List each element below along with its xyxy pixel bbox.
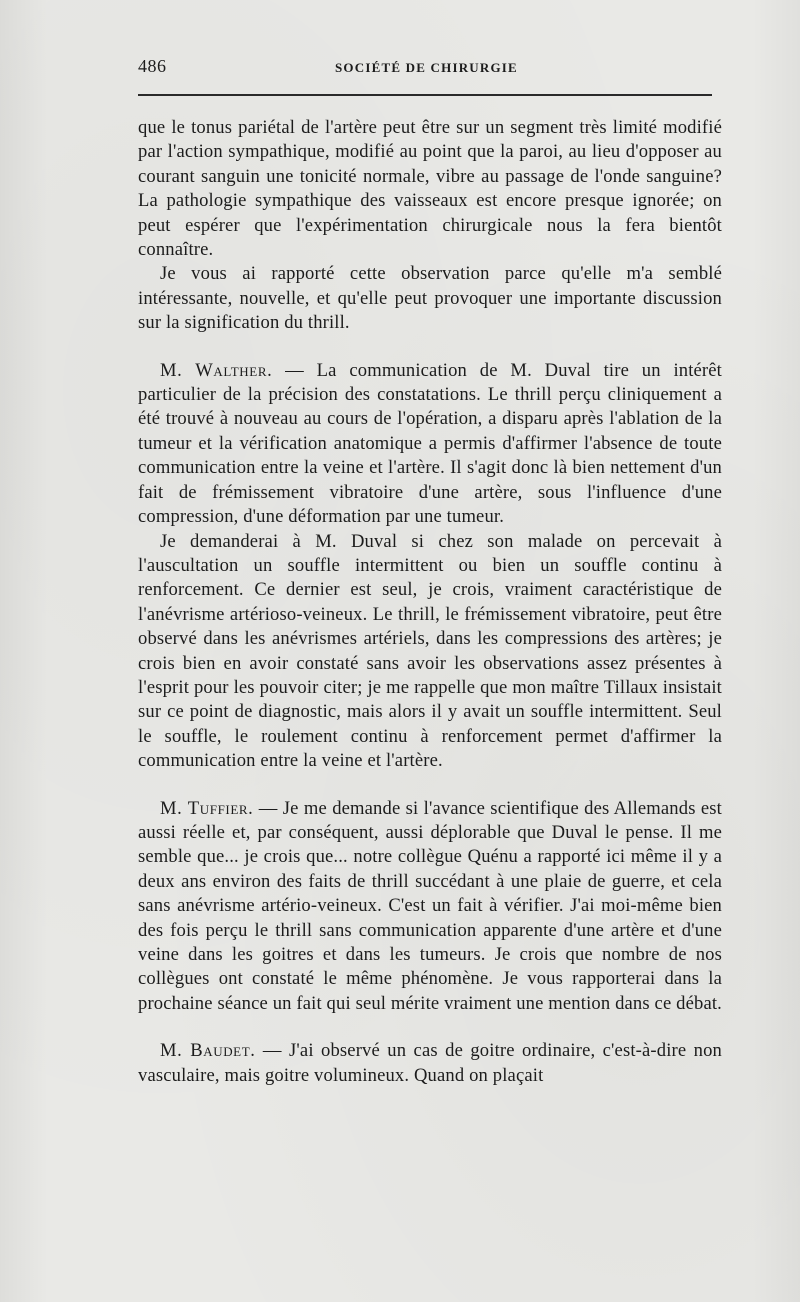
paragraph-text: — Je me demande si l'avance scientifique des Allemands est aussi réelle et, par conséquent, aussi déplorable que Duval le pense. Il me semble que... je crois que... notre collègue Quénu a rapporté ici même il y a deux ans environ des faits de thrill succédant à une plaie de guerre, et cela sans anévrisme artério-veineux. C'est un fait à vérifier. J'ai moi-même bien des fois perçu le thrill sans communication apparente d'une artère et d'une veine dans les goitres et dans les tumeurs. Je crois que nombre de nos collègues ont constaté le même phénomène. Je vous rapporterai dans la prochaine séance un fait qui seul mérite vraiment une mention dans ce débat. xyxy=(138,797,722,1014)
page-number: 486 xyxy=(138,56,167,76)
paragraph xyxy=(138,530,722,774)
paragraph-text: que le tonus pariétal de l'artère peut être sur un segment très limité modifié par l'action sympathique, modifié au point que la paroi, au lieu d'opposer au courant sanguin une tonicité normale, vibre au passage de l'onde sanguine? La pathologie sympathique des vaisseaux est encore presque ignorée; on peut espérer que l'expérimentation chirurgicale nous la fera bientôt connaître. xyxy=(138,117,722,261)
paragraph-text: — J'ai observé un cas de goitre ordinaire, c'est-à-dire non vasculaire, mais goitre volumineux. Quand on plaçait xyxy=(138,1040,722,1086)
speaker-paragraph-walther xyxy=(138,359,722,530)
journal-title: SOCIÉTÉ DE CHIRURGIE xyxy=(335,60,518,75)
paragraph xyxy=(138,262,722,335)
speaker-name: M. Walther. xyxy=(160,359,273,381)
speaker-name: M. Tuffier. xyxy=(160,797,254,819)
running-head xyxy=(138,56,726,82)
paragraph-text: Je vous ai rapporté cette observation parce qu'elle m'a semblé intéressante, nouvelle, et qu'elle peut provoquer une importante discussion sur la signification du thrill. xyxy=(138,263,722,334)
speaker-paragraph-tuffier xyxy=(138,797,722,1017)
speaker-name: M. Baudet. xyxy=(160,1040,256,1062)
speaker-paragraph-baudet xyxy=(138,1039,722,1088)
paragraph-text: Je demanderai à M. Duval si chez son malade on percevait à l'auscultation un souffle intermittent ou bien un souffle continu à renforcement. Ce dernier est seul, je crois, vraiment caractéristique de l'anévrisme artérioso-veineux. Le thrill, le frémissement vibratoire, peut être observé dans les anévrismes artériels, dans les compressions des artères; je crois bien en avoir constaté sans avoir les observations assez présentes à l'esprit pour les pouvoir citer; je me rappelle que mon maître Tillaux insistait sur ce point de diagnostic, mais alors il y avait un souffle intermittent. Seul le souffle, le roulement continu à renforcement permet d'affirmer la communication entre la veine et l'artère. xyxy=(138,530,722,772)
paragraph-text: — La communication de M. Duval tire un intérêt particulier de la précision des constatations. Le thrill perçu cliniquement a été trouvé à nouveau au cours de l'opération, a disparu après l'ablation de la tumeur et la vérification anatomique a permis d'affirmer l'absence de toute communication entre la veine et l'artère. Il s'agit donc là bien nettement d'un fait de frémissement vibratoire d'une artère, sous l'influence d'une compression, d'une déformation par une tumeur. xyxy=(138,359,722,528)
paragraph-continuation xyxy=(138,116,722,262)
body-text xyxy=(138,116,722,1088)
page xyxy=(138,56,726,1086)
header-rule xyxy=(138,94,712,96)
